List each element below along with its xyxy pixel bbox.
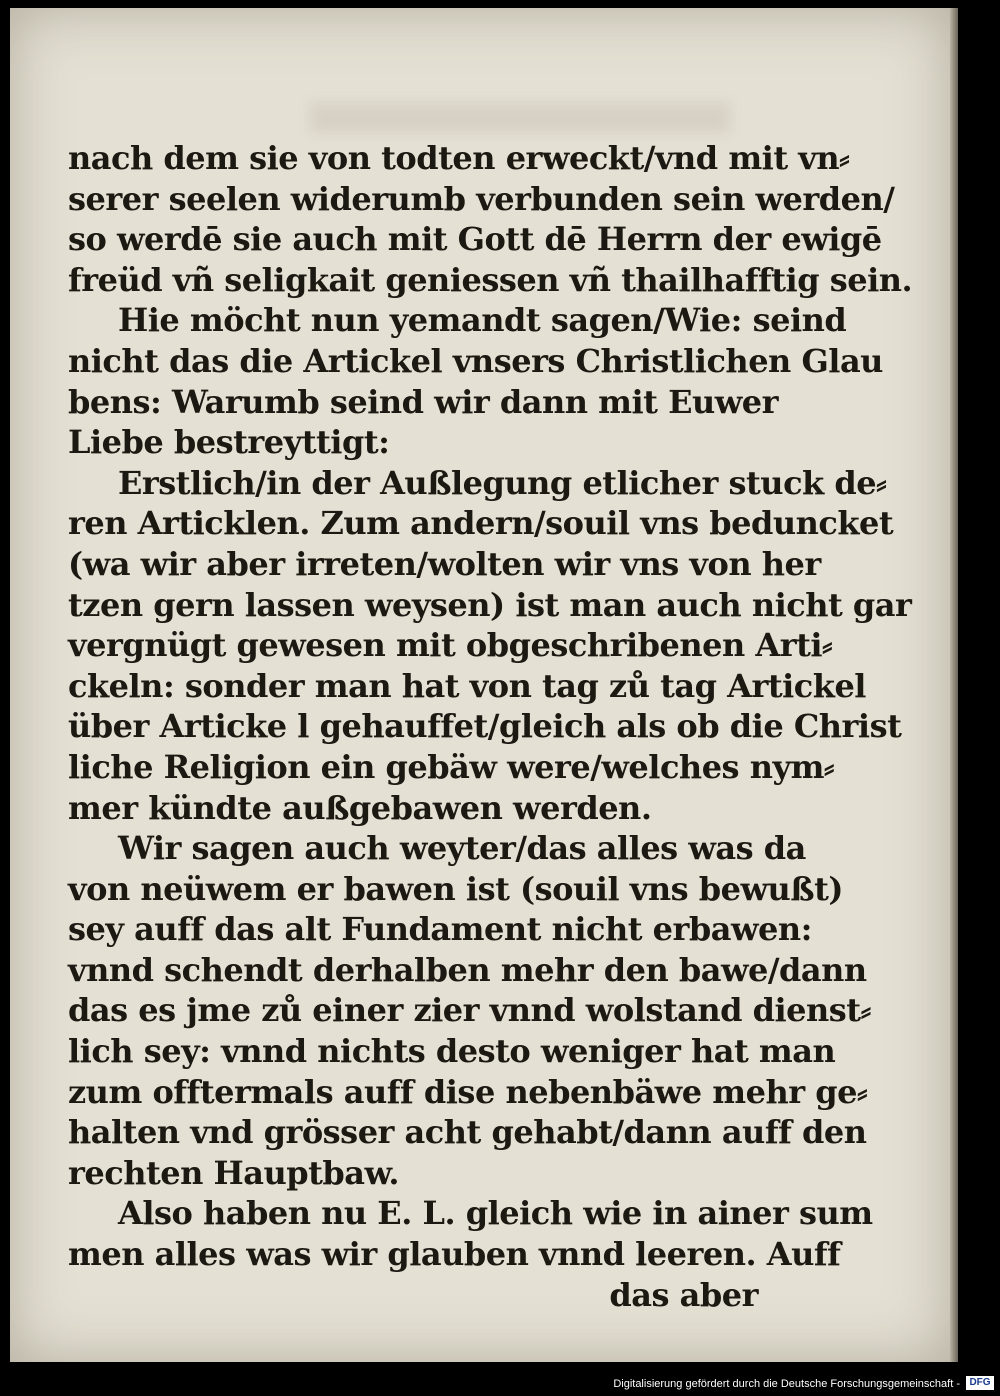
text-line: bens: Warumb seind wir dann mit Euwer — [68, 382, 779, 421]
text-line: so werdē sie auch mit Gott dē Herrn der ewigē — [68, 220, 882, 259]
text-line: von neüwem er bawen ist (souil vns bewußt) — [68, 869, 844, 908]
bleed-through-shadow — [310, 103, 730, 133]
text-line: freüd vñ seligkait geniessen vñ thailhafftig sein. — [68, 260, 913, 299]
text-block — [68, 138, 913, 1315]
text-line: rechten Hauptbaw. — [68, 1153, 399, 1192]
page-edge — [950, 8, 958, 1362]
funding-credit: Digitalisierung gefördert durch die Deutsche Forschungsgemeinschaft - — [613, 1378, 960, 1390]
text-line: serer seelen widerumb verbunden sein werden/ — [68, 179, 895, 218]
text-line: halten vnd grösser acht gehabt/dann auff den — [68, 1113, 867, 1152]
text-line: lich sey: vnnd nichts desto weniger hat man — [68, 1032, 836, 1071]
dfg-logo: DFG — [966, 1376, 994, 1390]
text-line: Also haben nu E. L. gleich wie in ainer sum — [118, 1194, 873, 1233]
text-line: Liebe bestreyttigt: — [68, 423, 390, 462]
text-line: Erstlich/in der Außlegung etlicher stuck de⸗ — [118, 463, 887, 502]
text-line: (wa wir aber irreten/wolten wir vns von her — [68, 544, 821, 583]
text-line: nicht das die Artickel vnsers Christlichen Glau — [68, 341, 883, 380]
text-line: sey auff das alt Fundament nicht erbawen: — [68, 910, 812, 949]
text-line: Hie möcht nun yemandt sagen/Wie: seind — [118, 301, 847, 340]
text-line: ckeln: sonder man hat von tag zů tag Artickel — [68, 666, 866, 705]
text-line: über Articke l gehauffet/gleich als ob die Christ — [68, 707, 902, 746]
text-line: das es jme zů einer zier vnnd wolstand dienst⸗ — [68, 991, 871, 1030]
text-line: liche Religion ein gebäw were/welches nym⸗ — [68, 747, 835, 786]
text-line: tzen gern lassen weysen) ist man auch nicht gar — [68, 585, 912, 624]
footer-bar — [0, 1362, 1000, 1396]
text-line: zum offtermals auff dise nebenbäwe mehr ge⸗ — [68, 1072, 868, 1111]
catchword: das aber — [609, 1275, 758, 1314]
text-line: Wir sagen auch weyter/das alles was da — [118, 829, 806, 868]
text-line: men alles was wir glauben vnnd leeren. Auff — [68, 1235, 841, 1274]
text-line: vergnügt gewesen mit obgeschribenen Arti⸗ — [68, 626, 833, 665]
text-line: mer kündte außgebawen werden. — [68, 788, 652, 827]
text-line: vnnd schendt derhalben mehr den bawe/dann — [68, 950, 867, 989]
text-line: nach dem sie von todten erweckt/vnd mit vn⸗ — [68, 139, 850, 177]
text-line: ren Articklen. Zum andern/souil vns beduncket — [68, 504, 894, 543]
